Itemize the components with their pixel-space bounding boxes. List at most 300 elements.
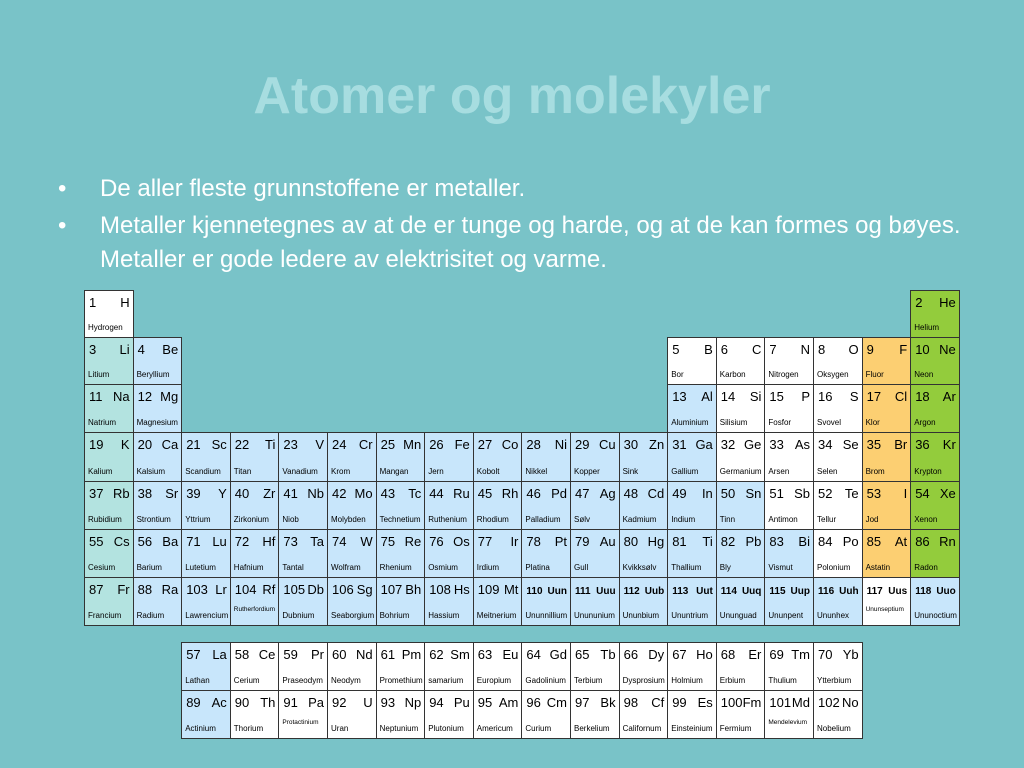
atomic-number: 85: [866, 534, 882, 549]
element-name: Mangan: [379, 467, 409, 476]
element-name: Silisium: [719, 418, 748, 427]
element-cell-lu: [181, 529, 231, 578]
element-name: Sølv: [574, 515, 590, 524]
element-name: Gadolinium: [525, 676, 566, 685]
atomic-number: 62: [429, 647, 444, 662]
element-cell-zr: [230, 481, 280, 530]
element-symbol: Es: [697, 695, 713, 710]
atomic-number: 98: [623, 695, 639, 710]
atomic-number: 86: [915, 534, 930, 549]
element-cell-ag: [570, 481, 620, 530]
element-name: Hydrogen: [88, 323, 123, 332]
element-symbol: Se: [842, 437, 859, 452]
element-name: Niob: [282, 515, 299, 524]
element-symbol: Ag: [599, 486, 616, 501]
element-symbol: Mn: [403, 437, 422, 452]
element-name: Osmium: [428, 563, 458, 572]
element-cell-c: [716, 337, 766, 385]
element-cell-ne: [910, 337, 960, 385]
element-cell-sn: [716, 481, 766, 530]
element-cell-fr: [84, 577, 134, 626]
atomic-number: 3: [89, 342, 97, 357]
element-cell-u: [327, 690, 377, 739]
element-cell-hf: [230, 529, 280, 578]
element-name: Technetium: [379, 515, 421, 524]
element-name: Francium: [88, 611, 122, 620]
element-cell-sg: [327, 577, 377, 626]
element-name: Strontium: [136, 515, 171, 524]
atomic-number: 24: [332, 437, 347, 452]
element-name: Tantal: [282, 563, 304, 572]
atomic-number: 47: [575, 486, 590, 501]
element-symbol: Rb: [112, 486, 130, 501]
element-name: Erbium: [719, 676, 746, 685]
element-cell-p: [764, 384, 814, 433]
element-cell-ta: [278, 529, 328, 578]
atomic-number: 17: [866, 389, 882, 404]
atomic-number: 90: [234, 695, 250, 710]
element-symbol: Sr: [165, 486, 179, 501]
element-symbol: Ru: [453, 486, 470, 501]
element-symbol: Nb: [307, 486, 324, 501]
element-cell-es: [667, 690, 717, 739]
atomic-number: 56: [137, 534, 153, 549]
element-name: Kalsium: [136, 467, 166, 476]
atomic-number: 105: [283, 582, 306, 597]
element-symbol: Mg: [160, 389, 179, 404]
element-cell-eu: [473, 642, 523, 691]
element-cell-ra: [133, 577, 183, 626]
atomic-number: 48: [623, 486, 639, 501]
atomic-number: 117: [866, 586, 883, 597]
atomic-number: 104: [234, 582, 257, 597]
element-symbol: Yb: [842, 647, 859, 662]
element-name: Ununtrium: [671, 611, 709, 620]
atomic-number: 6: [720, 342, 729, 357]
element-symbol: In: [701, 486, 713, 501]
atomic-number: 35: [866, 437, 882, 452]
element-name: Ununnillium: [525, 611, 568, 620]
element-cell-uub: [619, 577, 669, 626]
atomic-number: 82: [720, 534, 736, 549]
element-symbol: W: [360, 534, 373, 549]
element-name: Jod: [865, 515, 879, 524]
element-cell-cl: [862, 384, 912, 433]
element-name: Thorium: [233, 724, 264, 733]
element-name: Kvikksølv: [622, 563, 657, 572]
element-symbol: Ac: [211, 695, 227, 710]
element-name: Ununpent: [768, 611, 804, 620]
element-cell-sm: [424, 642, 474, 691]
atomic-number: 44: [429, 486, 444, 501]
element-cell-bi: [764, 529, 814, 578]
atomic-number: 59: [283, 647, 298, 662]
element-name: Neptunium: [379, 724, 419, 733]
atomic-number: 45: [477, 486, 493, 501]
element-cell-ac: [181, 690, 231, 739]
element-name: Fosfor: [768, 418, 792, 427]
element-symbol: Th: [260, 695, 276, 710]
element-symbol: Cu: [598, 437, 616, 452]
element-symbol: Pa: [308, 695, 324, 710]
element-name: Brom: [865, 467, 885, 476]
element-name: Platina: [525, 563, 550, 572]
atomic-number: 102: [818, 695, 840, 710]
atomic-number: 99: [672, 695, 687, 710]
element-name: Krypton: [914, 467, 942, 476]
element-cell-tm: [764, 642, 814, 691]
element-symbol: Al: [701, 389, 713, 404]
element-name: Kalium: [88, 467, 113, 476]
atomic-number: 109: [477, 582, 500, 597]
element-cell-ge: [716, 432, 766, 482]
element-cell-gd: [521, 642, 571, 691]
element-symbol: Md: [791, 695, 810, 710]
element-symbol: Ta: [310, 534, 324, 549]
element-symbol: Fm: [742, 695, 762, 710]
element-name: Germanium: [719, 467, 762, 476]
element-cell-bk: [570, 690, 620, 739]
element-cell-kr: [910, 432, 960, 482]
element-name: Irdium: [476, 563, 500, 572]
atomic-number: 32: [720, 437, 736, 452]
element-symbol: Li: [119, 342, 130, 357]
element-name: Helium: [914, 323, 940, 332]
element-cell-cu: [570, 432, 620, 482]
element-name: Gallium: [671, 467, 699, 476]
element-name: Promethium: [379, 676, 423, 685]
atomic-number: 40: [234, 486, 250, 501]
element-symbol: Os: [453, 534, 470, 549]
element-symbol: Au: [599, 534, 616, 549]
element-cell-pu: [424, 690, 474, 739]
atomic-number: 91: [283, 695, 298, 710]
element-name: Neodym: [331, 676, 361, 685]
element-cell-rh: [473, 481, 523, 530]
atomic-number: 1: [89, 295, 97, 310]
element-name: Rubidium: [88, 515, 122, 524]
element-symbol: K: [120, 437, 130, 452]
element-name: Mendelevium: [768, 719, 808, 726]
atomic-number: 72: [234, 534, 250, 549]
element-name: Thallium: [671, 563, 702, 572]
element-name: Vismut: [768, 563, 793, 572]
element-cell-zn: [619, 432, 669, 482]
atomic-number: 54: [915, 486, 930, 501]
element-name: Terbium: [574, 676, 603, 685]
element-cell-cs: [84, 529, 134, 578]
element-cell-li: [84, 337, 134, 385]
element-symbol: Cl: [894, 389, 908, 404]
element-cell-pb: [716, 529, 766, 578]
element-symbol: La: [212, 647, 227, 662]
atomic-number: 39: [186, 486, 201, 501]
atomic-number: 5: [672, 342, 680, 357]
atomic-number: 14: [720, 389, 736, 404]
element-symbol: Lu: [212, 534, 227, 549]
element-symbol: Fe: [454, 437, 470, 452]
element-symbol: Pu: [453, 695, 470, 710]
atomic-number: 96: [526, 695, 541, 710]
bullet-dot: •: [58, 212, 67, 239]
atomic-number: 4: [137, 342, 145, 357]
element-symbol: Mo: [354, 486, 373, 501]
atomic-number: 70: [818, 647, 833, 662]
element-name: Actinium: [185, 724, 216, 733]
element-symbol: Ti: [702, 534, 713, 549]
element-symbol: N: [800, 342, 810, 357]
element-symbol: Uun: [547, 586, 567, 597]
element-symbol: Fr: [117, 582, 130, 597]
element-symbol: Pm: [401, 647, 422, 662]
element-name: Jern: [428, 467, 444, 476]
element-name: Seaborgium: [331, 611, 375, 620]
atomic-number: 30: [623, 437, 639, 452]
element-symbol: Bk: [600, 695, 616, 710]
element-name: Fluor: [865, 370, 884, 379]
element-symbol: Tb: [600, 647, 616, 662]
element-name: Argon: [914, 418, 936, 427]
element-symbol: Ba: [162, 534, 179, 549]
element-cell-nd: [327, 642, 377, 691]
atomic-number: 28: [526, 437, 541, 452]
slide-title: Atomer og molekyler: [253, 67, 771, 125]
atomic-number: 13: [672, 389, 687, 404]
atomic-number: 10: [915, 342, 930, 357]
element-cell-y: [181, 481, 231, 530]
element-name: Lutetium: [185, 563, 216, 572]
element-cell-mn: [376, 432, 426, 482]
element-name: Plutonium: [428, 724, 464, 733]
atomic-number: 55: [89, 534, 104, 549]
element-cell-cf: [619, 690, 669, 739]
element-name: Praseodym: [282, 676, 323, 685]
atomic-number: 8: [818, 342, 826, 357]
atomic-number: 92: [332, 695, 347, 710]
element-cell-th: [230, 690, 280, 739]
element-cell-te: [813, 481, 863, 530]
element-symbol: Re: [404, 534, 422, 549]
element-symbol: Ne: [939, 342, 956, 357]
element-cell-al: [667, 384, 717, 433]
atomic-number: 74: [332, 534, 347, 549]
element-symbol: Ni: [554, 437, 567, 452]
element-name: Einsteinium: [671, 724, 713, 733]
element-symbol: Uuh: [839, 586, 859, 597]
element-symbol: Eu: [502, 647, 519, 662]
atomic-number: 27: [477, 437, 493, 452]
element-cell-po: [813, 529, 863, 578]
element-symbol: H: [120, 295, 130, 310]
atomic-number: 65: [575, 647, 590, 662]
atomic-number: 69: [769, 647, 784, 662]
element-name: Curium: [525, 724, 552, 733]
atomic-number: 25: [380, 437, 396, 452]
element-symbol: I: [903, 486, 908, 501]
element-cell-ti: [667, 529, 717, 578]
element-symbol: Ra: [161, 582, 179, 597]
element-symbol: B: [704, 342, 713, 357]
element-symbol: Cm: [546, 695, 567, 710]
element-symbol: Am: [498, 695, 519, 710]
element-symbol: Sb: [794, 486, 810, 501]
element-cell-cr: [327, 432, 377, 482]
element-symbol: Kr: [942, 437, 956, 452]
element-name: Radon: [914, 563, 938, 572]
atomic-number: 73: [283, 534, 298, 549]
element-cell-s: [813, 384, 863, 433]
element-name: Lathan: [185, 676, 210, 685]
element-name: Magnesium: [136, 418, 178, 427]
element-symbol: Uut: [696, 586, 713, 597]
atomic-number: 87: [89, 582, 104, 597]
element-name: Dysprosium: [622, 676, 665, 685]
element-symbol: No: [841, 695, 859, 710]
atomic-number: 61: [380, 647, 396, 662]
element-cell-er: [716, 642, 766, 691]
atomic-number: 79: [575, 534, 590, 549]
atomic-number: 77: [477, 534, 493, 549]
element-name: Molybden: [331, 515, 366, 524]
atomic-number: 64: [526, 647, 541, 662]
element-name: Nobelium: [817, 724, 851, 733]
element-symbol: At: [894, 534, 908, 549]
element-symbol: Rf: [262, 582, 276, 597]
element-name: Rutherfordium: [233, 606, 275, 613]
atomic-number: 84: [818, 534, 833, 549]
element-symbol: Ge: [744, 437, 762, 452]
atomic-number: 42: [332, 486, 347, 501]
element-cell-at: [862, 529, 912, 578]
element-cell-w: [327, 529, 377, 578]
atomic-number: 38: [137, 486, 153, 501]
atomic-number: 93: [380, 695, 396, 710]
element-name: Ununbium: [622, 611, 660, 620]
atomic-number: 88: [137, 582, 153, 597]
element-cell-rn: [910, 529, 960, 578]
element-name: Holmium: [671, 676, 703, 685]
atomic-number: 26: [429, 437, 444, 452]
element-cell-sr: [133, 481, 183, 530]
element-cell-lr: [181, 577, 231, 626]
element-symbol: Na: [112, 389, 130, 404]
element-name: Gull: [574, 563, 589, 572]
element-symbol: Lr: [215, 582, 227, 597]
element-symbol: Tm: [791, 647, 810, 662]
element-symbol: Sg: [356, 582, 373, 597]
element-name: Americum: [476, 724, 513, 733]
element-symbol: Cd: [647, 486, 665, 501]
element-cell-uuq: [716, 577, 766, 626]
element-symbol: Hs: [453, 582, 470, 597]
element-cell-mg: [133, 384, 183, 433]
element-name: Californum: [622, 724, 662, 733]
element-symbol: Pd: [551, 486, 567, 501]
atomic-number: 111: [575, 586, 591, 597]
element-symbol: Ti: [265, 437, 276, 452]
element-cell-uuh: [813, 577, 863, 626]
element-name: Ununseptium: [865, 606, 904, 613]
atomic-number: 18: [915, 389, 930, 404]
element-cell-nb: [278, 481, 328, 530]
atomic-number: 101: [769, 695, 792, 710]
element-name: Rhenium: [379, 563, 412, 572]
atomic-number: 116: [818, 586, 835, 597]
element-cell-cd: [619, 481, 669, 530]
atomic-number: 43: [380, 486, 396, 501]
element-name: Hassium: [428, 611, 460, 620]
element-cell-uuu: [570, 577, 620, 626]
element-name: Titan: [233, 467, 252, 476]
element-cell-yb: [813, 642, 863, 691]
element-symbol: Np: [404, 695, 422, 710]
atomic-number: 31: [672, 437, 687, 452]
element-name: Ruthenium: [428, 515, 467, 524]
element-cell-h: [84, 290, 134, 338]
element-cell-la: [181, 642, 231, 691]
element-cell-rf: [230, 577, 280, 626]
element-cell-sc: [181, 432, 231, 482]
element-symbol: Br: [894, 437, 908, 452]
element-name: Tellur: [817, 515, 837, 524]
element-cell-uus: [862, 577, 912, 626]
element-cell-o: [813, 337, 863, 385]
element-name: Meitnerium: [476, 611, 517, 620]
element-cell-pr: [278, 642, 328, 691]
element-symbol: F: [899, 342, 908, 357]
element-name: Barium: [136, 563, 162, 572]
element-name: Europium: [476, 676, 512, 685]
element-name: Rhodium: [476, 515, 509, 524]
element-symbol: Uuo: [936, 586, 956, 597]
element-cell-hg: [619, 529, 669, 578]
element-cell-f: [862, 337, 912, 385]
atomic-number: 9: [866, 342, 874, 357]
element-symbol: Uub: [644, 586, 665, 597]
atomic-number: 118: [915, 586, 932, 597]
element-cell-pt: [521, 529, 571, 578]
element-symbol: Co: [501, 437, 519, 452]
element-name: Bly: [719, 563, 731, 572]
element-cell-db: [278, 577, 328, 626]
element-name: Dubnium: [282, 611, 315, 620]
element-cell-mt: [473, 577, 523, 626]
element-symbol: U: [363, 695, 373, 710]
atomic-number: 22: [234, 437, 250, 452]
atomic-number: 107: [380, 582, 403, 597]
element-symbol: Nd: [355, 647, 373, 662]
element-symbol: Hf: [262, 534, 276, 549]
element-symbol: Bh: [405, 582, 422, 597]
element-name: Aluminium: [671, 418, 709, 427]
element-name: Kadmium: [622, 515, 657, 524]
element-name: Astatin: [865, 563, 891, 572]
atomic-number: 41: [283, 486, 298, 501]
element-symbol: Ho: [696, 647, 713, 662]
atomic-number: 15: [769, 389, 784, 404]
atomic-number: 7: [769, 342, 777, 357]
element-name: Tinn: [719, 515, 736, 524]
element-symbol: Ir: [510, 534, 519, 549]
element-cell-co: [473, 432, 523, 482]
element-name: Bohrium: [379, 611, 410, 620]
element-name: Xenon: [914, 515, 938, 524]
element-cell-hs: [424, 577, 474, 626]
element-name: Ytterbium: [817, 676, 852, 685]
element-symbol: Te: [844, 486, 859, 501]
element-cell-rb: [84, 481, 134, 530]
element-name: Ununoctium: [914, 611, 957, 620]
